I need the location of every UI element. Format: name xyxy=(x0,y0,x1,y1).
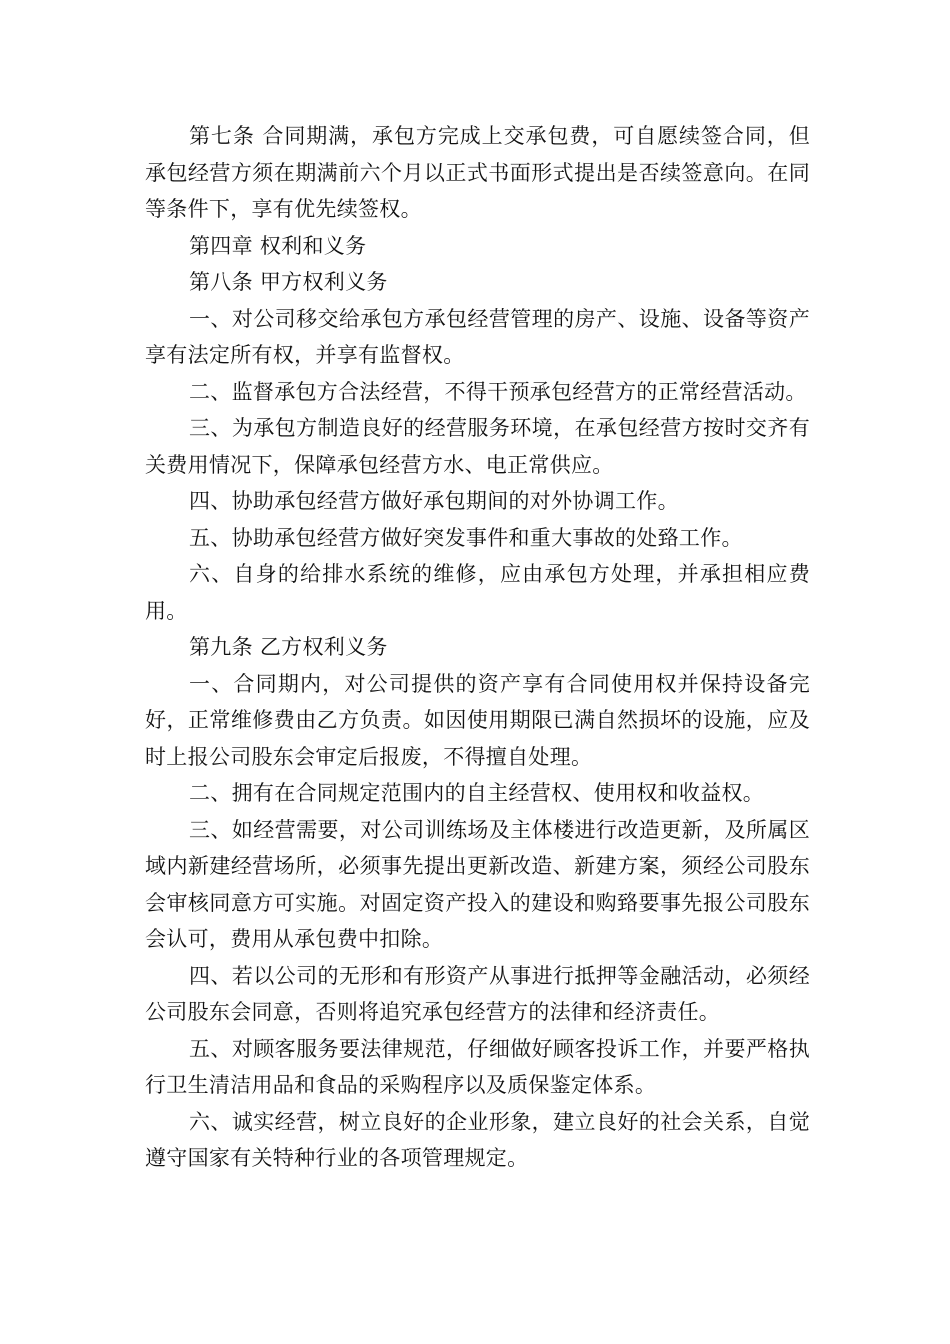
document-body xyxy=(145,118,810,1177)
chapter-4-heading: 第四章 权利和义务 xyxy=(189,233,367,258)
paragraph-article-9-item-5: 五、对顾客服务要法律规范，仔细做好顾客投诉工作，并要严格执行卫生清洁用品和食品的采购程序以及质保鉴定体系。 xyxy=(145,1036,810,1097)
paragraph-article-8-item-1: 一、对公司移交给承包方承包经营管理的房产、设施、设备等资产享有法定所有权，并享有监督权。 xyxy=(145,306,810,367)
article-9-heading: 第九条 乙方权利义务 xyxy=(189,635,388,659)
paragraph-article-8-item-3: 三、为承包方制造良好的经营服务环境，在承包经营方按时交齐有关费用情况下，保障承包经营方水、电正常供应。 xyxy=(145,416,810,477)
paragraph-article-9-item-6: 六、诚实经营，树立良好的企业形象，建立良好的社会关系，自觉遵守国家有关特种行业的各项管理规定。 xyxy=(145,1109,810,1170)
article-8-heading: 第八条 甲方权利义务 xyxy=(189,270,388,294)
paragraph-article-9-item-3: 三、如经营需要，对公司训练场及主体楼进行改造更新，及所属区域内新建经营场所，必须事先提出更新改造、新建方案，须经公司股东会审核同意方可实施。对固定资产投入的建设和购臵要事先报公司股东会认可，费用从承包费中扣除。 xyxy=(145,817,810,951)
paragraph-article-9-item-2: 二、拥有在合同规定范围内的自主经营权、使用权和收益权。 xyxy=(189,781,765,805)
paragraph-article-7: 第七条 合同期满，承包方完成上交承包费，可自愿续签合同，但承包经营方须在期满前六个月以正式书面形式提出是否续签意向。在同等条件下，享有优先续签权。 xyxy=(145,124,810,221)
paragraph-article-8-item-4: 四、协助承包经营方做好承包期间的对外协调工作。 xyxy=(189,489,679,513)
paragraph-article-9-item-1: 一、合同期内，对公司提供的资产享有合同使用权并保持设备完好，正常维修费由乙方负责。如因使用期限已满自然损坏的设施，应及时上报公司股东会审定后报废，不得擅自处理。 xyxy=(145,671,810,769)
paragraph-article-8-item-6: 六、自身的给排水系统的维修，应由承包方处理，并承担相应费用。 xyxy=(145,562,810,623)
paragraph-article-8-item-2: 二、监督承包方合法经营，不得干预承包经营方的正常经营活动。 xyxy=(189,379,807,404)
paragraph-article-8-item-5: 五、协助承包经营方做好突发事件和重大事故的处臵工作。 xyxy=(189,525,743,550)
paragraph-article-9-item-4: 四、若以公司的无形和有形资产从事进行抵押等金融活动，必须经公司股东会同意，否则将追究承包经营方的法律和经济责任。 xyxy=(145,963,810,1024)
